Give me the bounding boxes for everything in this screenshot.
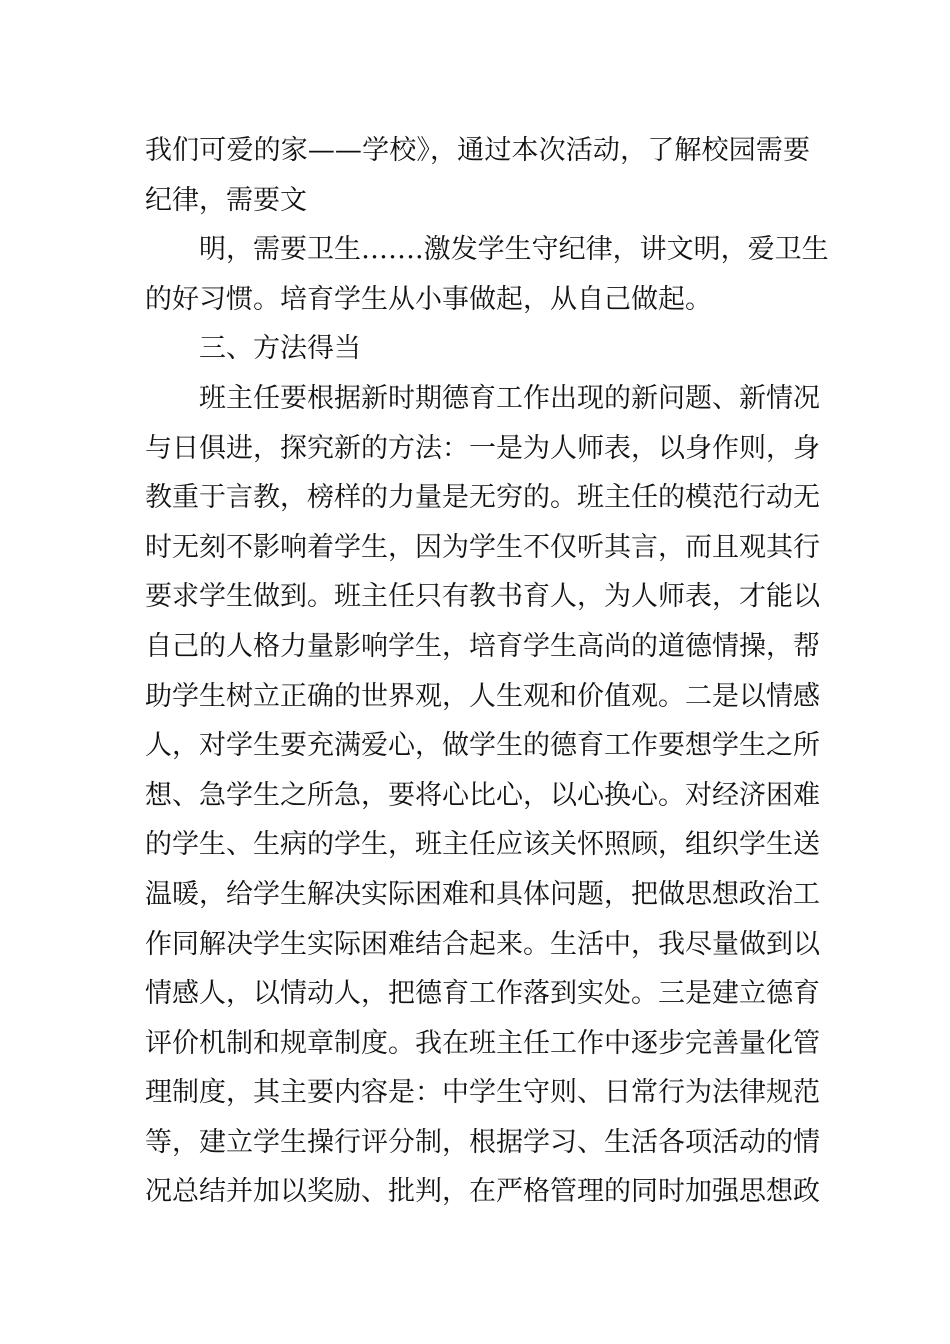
text-line: 评价机制和规章制度。我在班主任工作中逐步完善量化管 — [145, 1027, 820, 1059]
text-line: 纪律，需要文 — [145, 184, 307, 216]
text-line: 的好习惯。培育学生从小事做起，从自己做起。 — [145, 283, 712, 315]
text-line: 班主任要根据新时期德育工作出现的新问题、新情况 — [199, 382, 820, 414]
text-line: 要求学生做到。班主任只有教书育人，为人师表，才能以 — [145, 581, 820, 613]
text-line: 我们可爱的家——学校》，通过本次活动，了解校园需要 — [145, 135, 810, 166]
text-line: 况总结并加以奖励、批判，在严格管理的同时加强思想政 — [145, 1176, 820, 1208]
body-text — [145, 126, 829, 1217]
text-line: 自己的人格力量影响学生，培育学生高尚的道德情操，帮 — [145, 630, 820, 662]
text-line: 想、急学生之所急，要将心比心，以心换心。对经济困难 — [145, 779, 820, 811]
section-heading: 三、方法得当 — [199, 333, 361, 365]
text-line: 与日俱进，探究新的方法：一是为人师表，以身作则，身 — [145, 432, 820, 464]
text-line: 时无刻不影响着学生，因为学生不仅听其言，而且观其行 — [145, 531, 820, 563]
text-line: 等，建立学生操行评分制，根据学习、生活各项活动的情 — [145, 1126, 820, 1158]
text-line: 情感人，以情动人，把德育工作落到实处。三是建立德育 — [145, 978, 820, 1010]
text-line: 明，需要卫生…….激发学生守纪律，讲文明，爱卫生 — [199, 234, 829, 266]
text-line: 温暖，给学生解决实际困难和具体问题，把做思想政治工 — [145, 878, 820, 910]
text-line: 的学生、生病的学生，班主任应该关怀照顾，组织学生送 — [145, 829, 820, 861]
text-line: 助学生树立正确的世界观，人生观和价值观。二是以情感 — [145, 680, 820, 712]
text-line: 人，对学生要充满爱心，做学生的德育工作要想学生之所 — [145, 730, 820, 762]
text-line: 教重于言教，榜样的力量是无穷的。班主任的模范行动无 — [145, 482, 820, 514]
text-line: 作同解决学生实际困难结合起来。生活中，我尽量做到以 — [145, 928, 820, 960]
text-line: 理制度，其主要内容是：中学生守则、日常行为法律规范 — [145, 1077, 820, 1109]
